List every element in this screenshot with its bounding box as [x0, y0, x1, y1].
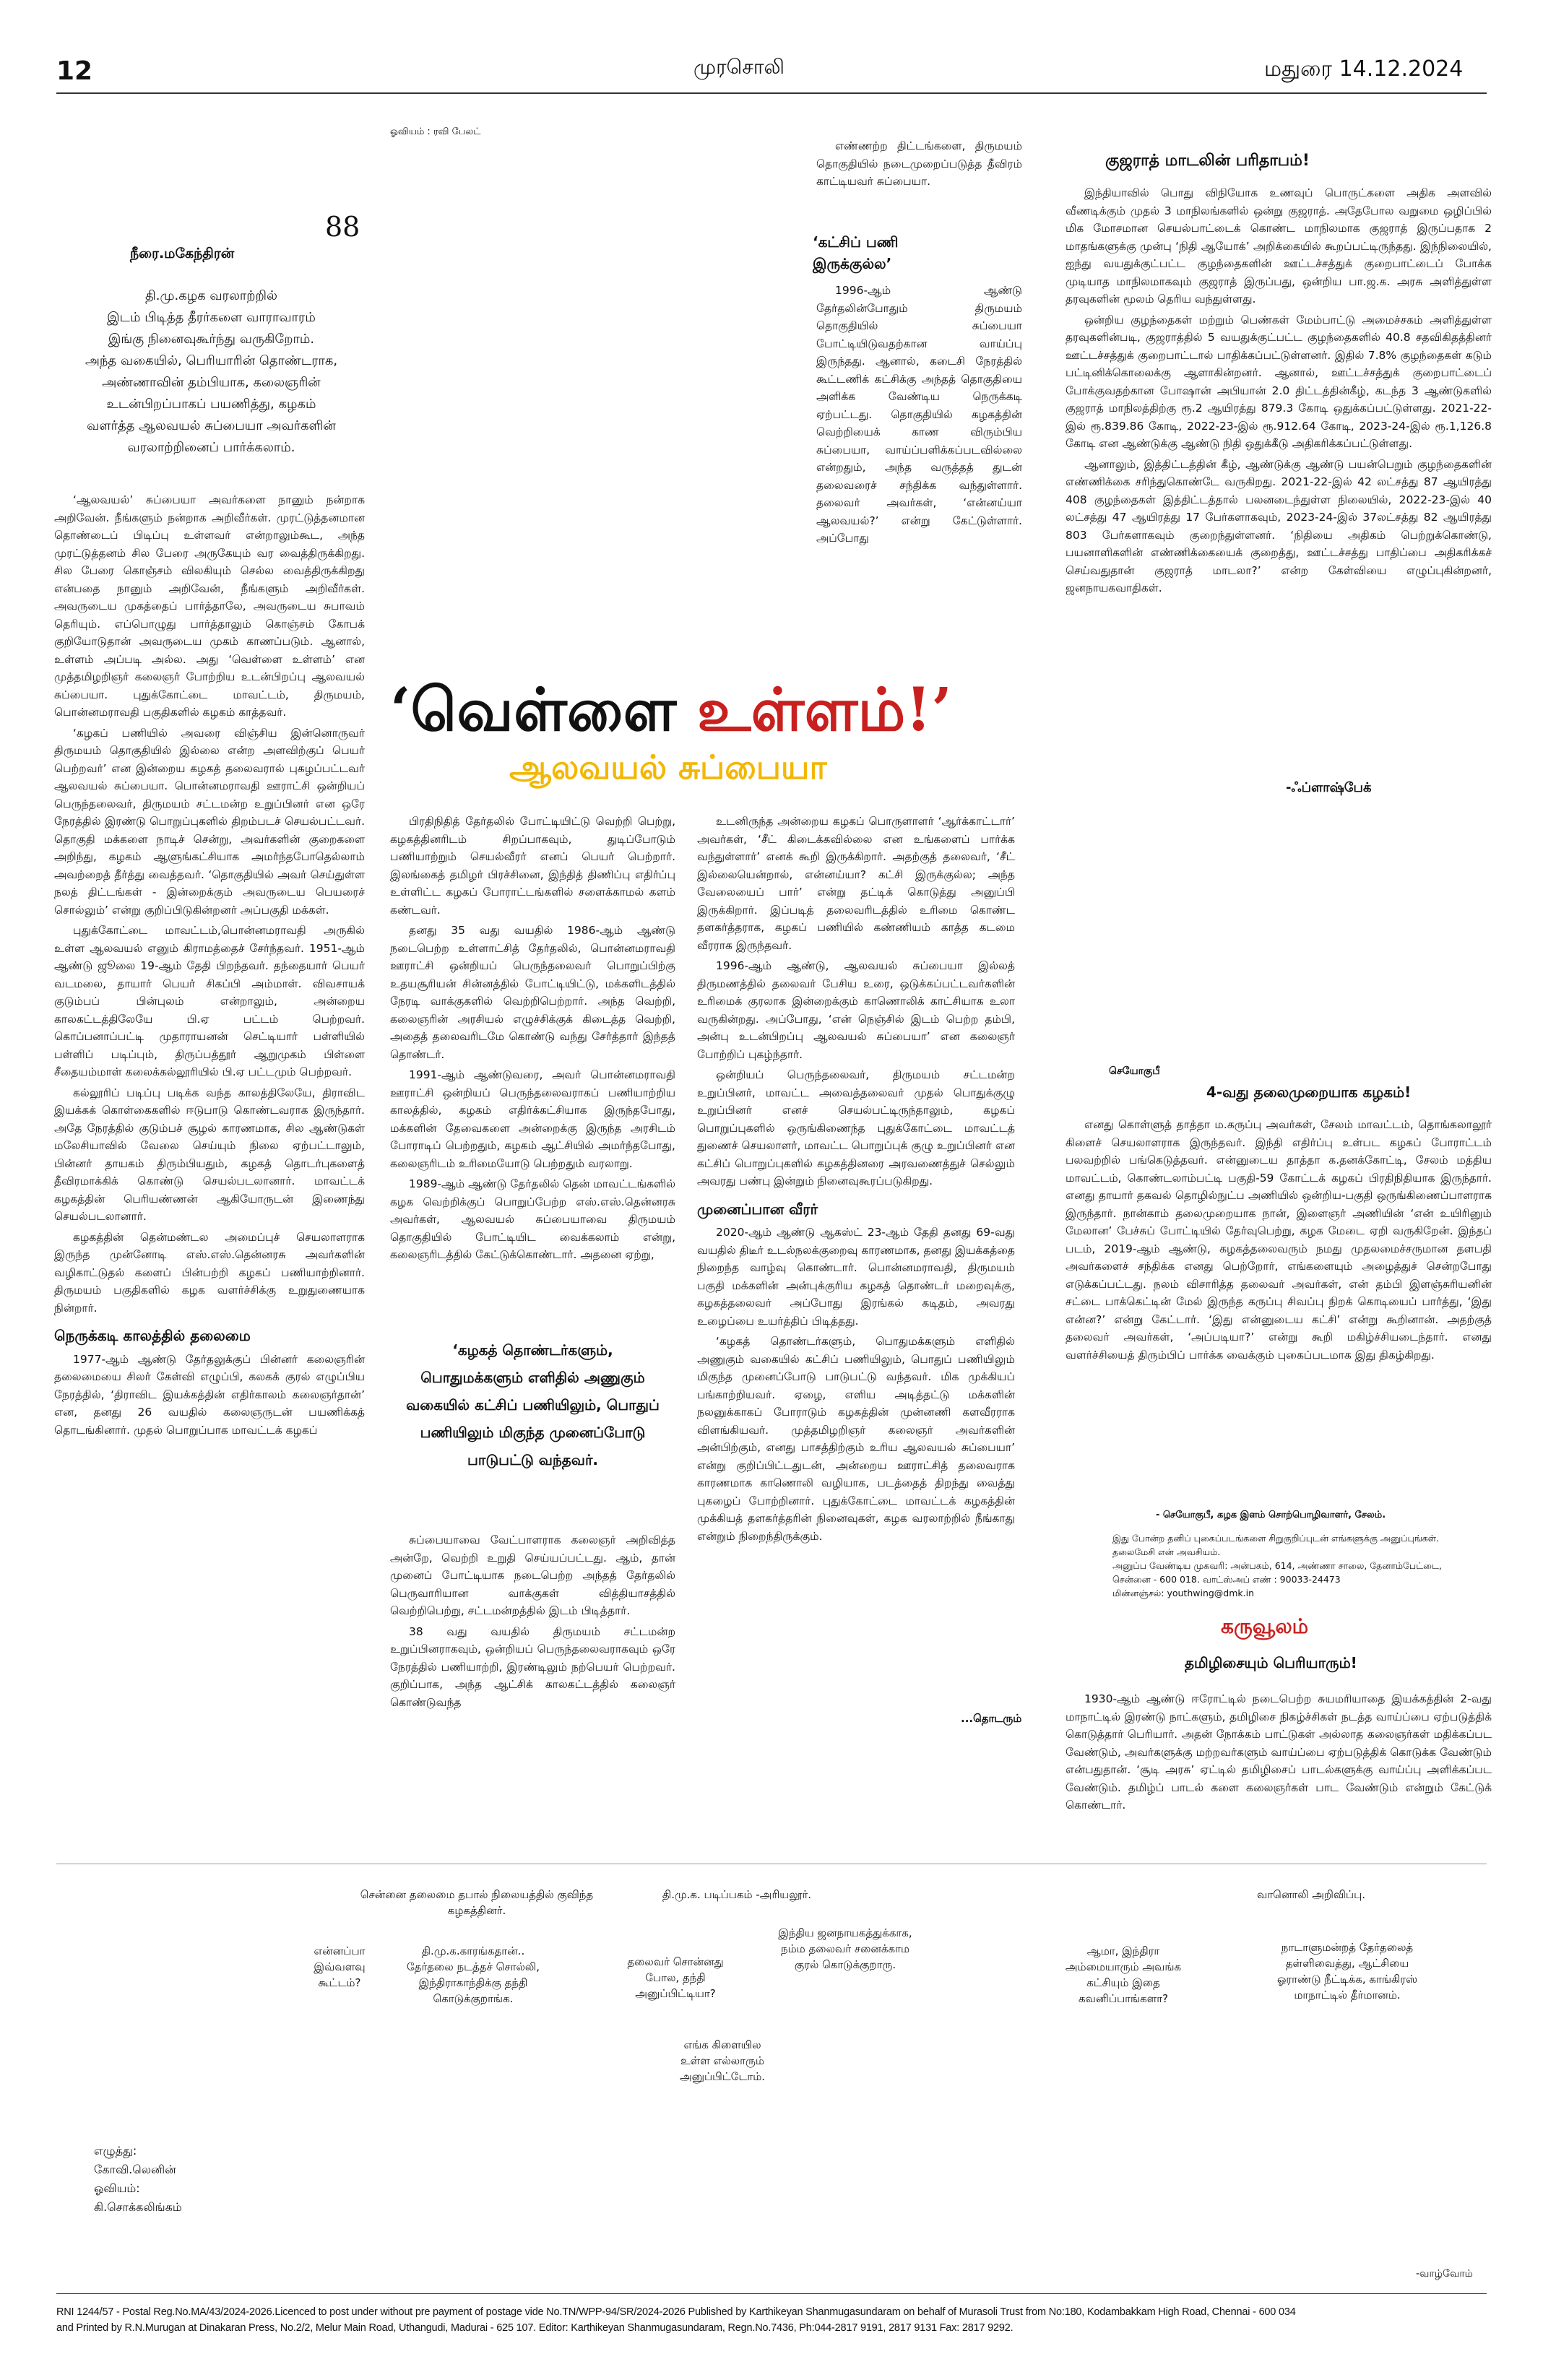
intro-line: இடம் பிடித்த தீரர்களை வாராவாரம் — [107, 310, 316, 325]
leader-name-tag: செயோகுபீ — [1109, 1065, 1160, 1077]
pull-quote-line: ‘கழகத் தொண்டர்களும், — [452, 1341, 613, 1359]
speech-bubble: ஆமா, இந்திரா அம்மையாரும் அவங்க கட்சியும் இதை கவனிப்பாங்களா? — [1065, 1944, 1182, 2005]
intro-line: வரலாற்றினைப் பார்க்கலாம். — [127, 440, 295, 455]
footer-rule — [56, 2293, 1487, 2294]
karuvulam-body — [1066, 1690, 1492, 1831]
headline-part1: ‘வெள்ளை — [390, 675, 697, 745]
series-number: 88 — [325, 211, 360, 243]
gujarat-title: குஜராத் மாடலின் பரிதாபம்! — [1105, 152, 1310, 170]
credit-line: ஓவியம்: — [94, 2181, 140, 2195]
paragraph: உடனிருந்த அன்றைய கழகப் பொருளாளர் ‘ஆர்க்காட்டார்’ அவர்கள், ‘சீட் கிடைக்கவில்லை என உங்களைப் பார்க்க வந்துள்ளார்’ எனக் கூறி இருக்கிறார். அதற்குத் தலைவர், ‘சீட் இல்லையென்றால், என்னய்யா? கட்சி இருக்குல்ல; அந்த வேலையைப் பார்’ என்று தட்டிக் கொடுத்து அனுப்பி இருக்கிறார். இப்படித் தலைவரிடத்தில் உரிமை கொண்ட தளகர்த்தராக, கழகப் பணியில் கண்ணியம் காத்த கடமை வீரராக இருந்தவர். — [697, 815, 1015, 952]
article-col2a-cont — [816, 282, 1022, 675]
paragraph: ஒன்றிய குழந்தைகள் மற்றும் பெண்கள் மேம்பாட்டு அமைச்சகம் அளித்துள்ள தரவுகளின்படி, குஜராத்தில் 5 வயதுக்குட்பட்ட குழந்தைகளில் 40.8 சதவிகிதத்தினர் ஊட்டச்சத்துக் குறைபாட்டால் பாதிக்கப்பட்டுள்ளனர். இதில் 7.8% குழந்தைகள் கடும் பட்டினிக்கொலைக்கு ஆளாகின்றனர். ஆனால், ஊட்டச்சத்துக் குறைபாட்டைப் போக்குவதற்கான போஷான் அபியான் 2.0 திட்டத்தின்கீழ், கடந்த 3 ஆண்டுகளில் குஜராத் மாநிலத்திற்கு ரூ.2 ஆயிரத்து 879.3 கோடி ஒதுக்கப்பட்டுள்ளது. 2021-22-இல் ரூ.839.86 கோடி, 2022-23-இல் ரூ.912.64 கோடி, 2023-24-இல் ரூ.1,126.8 கோடி என ஆண்டுக்கு ஆண்டு நிதி ஒதுக்கீடு அதிகரிக்கப்பட்டுள்ளது. — [1066, 313, 1492, 450]
cartoon-continues: -வாழ்வோம் — [1416, 2268, 1473, 2280]
karuvulam-title: கருவூலம் — [1221, 1614, 1309, 1638]
cartoon-caption: தி.மு.க. படிப்பகம் -அரியலூர். — [662, 1888, 812, 1901]
edition-date: மதுரை 14.12.2024 — [1264, 56, 1464, 82]
masthead: முரசொலி — [693, 55, 785, 79]
paragraph: 1977-ஆம் ஆண்டு தேர்தலுக்குப் பின்னர் கலைஞரின் தலைமையை சிலர் கேள்வி எழுப்பி, கலகக் குரல் எழுப்பிய நேரத்தில், ‘திராவிட இயக்கத்தின் எதிர்காலம் கலைஞர்தான்’ என, தனது 26 வயதில் கலைஞருடன் பயணிக்கத் தொடங்கினார். முதல் பொறுப்பாக மாவட்டக் கழகப் — [54, 1352, 365, 1437]
speech-bubble: எங்க கிளையில உள்ள எல்லாரும் அனுப்பிட்டோம். — [679, 2038, 766, 2083]
headline-part2: உள்ளம்!’ — [696, 675, 952, 745]
subheadline: ஆலவயல் சுப்பையா — [509, 748, 827, 787]
author-name: நீரை.மகேந்திரன் — [130, 246, 235, 261]
paragraph: 1930-ஆம் ஆண்டு ஈரோட்டில் நடைபெற்ற சுயமரியாதை இயக்கத்தின் 2-வது மாநாட்டில் இரண்டு நாட்களும், தமிழிசை நிகழ்ச்சிகள் நடத்த வாய்ப்பை ஏற்படுத்திக் கொடுத்தார் பெரியார். அதன் நோக்கம் பாட்டுகள் அல்லாத கலைஞர்கள் மதிக்கப்பட வேண்டும், அவர்களுக்கு மற்றவர்களும் வாய்ப்பை ஏற்படுத்திக் கொடுக்க வேண்டும் என்பதுதான். ‘சூடி அரசு’ ஏட்டில் தமிழிசைப் பாடல்களுக்கு வாய்ப்பு அளிக்கப்பட வேண்டும். தமிழ்ப் பாடல் களை கலைஞர்கள் பாட வேண்டும் என்றும் கேட்டுக் கொண்டார். — [1066, 1692, 1492, 1812]
pull-quote-line: பொதுமக்களும் எளிதில் அணுகும் — [420, 1369, 645, 1386]
paragraph: இந்தியாவில் பொது விநியோக உணவுப் பொருட்களை அதிக அளவில் வீணடிக்கும் முதல் 3 மாநிலங்களில் ஒன்று குஜராத். அதேபோல வறுமை ஒழிப்பில் மிக மோசமான செயல்பாட்டைக் கொண்ட மாநிலமாக குஜராத் இருப்பதாக 2 மாதங்களுக்கு முன்பு ‘நிதி ஆயோக்’ அறிக்கையில் கூறப்பட்டிருந்தது. இந்நிலையில், ஐந்து வயதுக்குட்பட்ட குழந்தைகளின் ஊட்டச்சத்துக் குறைபாட்டைப் போக்க முடியாத மாநிலமாகவும் குஜராத் இருப்பது, ஒன்றிய பா.ஜ.க. அரசு அளித்துள்ள தரவுகளின் மூலம் தெரிய வந்துள்ளது. — [1066, 186, 1492, 306]
paragraph: 38 வது வயதில் திருமயம் சட்டமன்ற உறுப்பினராகவும், ஒன்றியப் பெருந்தலைவராகவும் ஒரே நேரத்தில் பணியாற்றி, இரண்டிலும் நற்பெயர் பெற்றவர். குறிப்பாக, அந்த ஆட்சிக் காலகட்டத்தில் கலைஞர் கொண்டுவந்த — [390, 1624, 675, 1709]
contact-line: அனுப்ப வேண்டிய முகவரி: அன்பகம், 614, அண்ணா சாலை, தேனாம்பேட்டை, சென்னை - 600 018. வாட்ஸ்அப் எண் : 90033-24473 — [1112, 1560, 1442, 1585]
paragraph: தனது 35 வது வயதில் 1986-ஆம் ஆண்டு நடைபெற்ற உள்ளாட்சித் தேர்தலில், பொன்னமராவதி ஊராட்சி ஒன்றியப் பெருந்தலைவர் பொறுப்பிற்கு உதயசூரியன் சின்னத்தில் போட்டியிட்டு, மக்களிடத்தில் நேரடி வாக்குகளில் வெற்றிபெற்றார். அந்த வெற்றி, கலைஞரின் அரசியல் எழுச்சிக்குக் கிடைத்த வெற்றி, அதைத் தலைவரிடமே கொண்டு வந்து சேர்த்தார் இந்தத் தொண்டர். — [390, 924, 675, 1061]
paragraph: ‘கழகத் தொண்டர்களும், பொதுமக்களும் எளிதில் அணுகும் வகையில் கட்சிப் பணியிலும், பொதுப் பணியிலும் மிகுந்த முனைப்போடு பாடுபட்டு வந்தவர். மிக முக்கியப் பங்காற்றியவர். ஏழை, எளிய அடித்தட்டு மக்களின் நலனுக்காகப் போராடும் கழகத்தின் முன்னணி களவீரராக விளங்கியவர். முத்தமிழறிஞர் கலைஞர் அவர்களின் அன்பிற்கும், எனது பாசத்திற்கும் உரிய ஆலவயல் சுப்பையா’ என்று குறிப்பிட்டதுடன், அன்றைய ஊராட்சித் தலைவராக காரணமாக காணொலி வழியாக, படத்தைத் திறந்து வைத்து புகழைப் போற்றினார். புதுக்கோட்டை மாவட்டக் கழகத்தின் முக்கியத் தளகர்த்தரின் நினைவுகள், கழக வரலாற்றில் நீங்காது என்றும் நிறைந்திருக்கும். — [697, 1335, 1015, 1543]
imprint-line: and Printed by R.N.Murugan at Dinakaran Press, No.2/2, Melur Main Road, Uthangudi, Madurai - 625 107. Editor: Karthikeyan Shanmugasundaram, Regn.No.7436, Ph:044-2817 9191, 2817 9131 Fax: 2817 9292. — [56, 2322, 1013, 2334]
leader-contact — [1112, 1531, 1474, 1600]
speech-bubble: தி.மு.க.காரங்கதான்.. தேர்தலை நடத்தச் சொல்லி, இந்திராகாந்திக்கு தந்தி கொடுக்குறாங்க. — [407, 1944, 540, 2005]
leader-body — [1066, 1116, 1492, 1502]
credit-line: எழுத்து: — [94, 2144, 137, 2158]
paragraph: ஆனாலும், இத்திட்டத்தின் கீழ், ஆண்டுக்கு ஆண்டு பயன்பெறும் குழந்தைகளின் எண்ணிக்கை சரிந்துகொண்டே வருகிறது. 2021-22-இல் 42 லட்சத்து 87 ஆயிரத்து 408 குழந்தைகள் இத்திட்டத்தால் பலனடைந்துள்ள நிலையில், 2022-23-இல் 40 லட்சத்து 47 ஆயிரத்து 17 பேர்களாகவும், 2023-24-இல் 37லட்சத்து 82 ஆயிரத்து 803 பேர்களாகவும் குறைந்துள்ளனர். ‘நிதியை அதிகம் பெற்றுக்கொண்டு, பயனாளிகளின் எண்ணிக்கையைக் குறைத்து, ஊட்டச்சத்து பாதிப்பை அதிகரிக்கச் செய்வதுதான் குஜராத் மாடலா?’ என்ற கேள்வியை எழுப்புகின்றனர், ஜனநாயகவாதிகள். — [1066, 457, 1492, 594]
imprint-line: RNI 1244/57 - Postal Reg.No.MA/43/2024-2026.Licenced to post under without pre payment of postage vide No.TN/WPP-94/SR/2024-2026 Published by Karthikeyan Shanmugasundaram on behalf of Murasoli Trust from No:180, Kodambakkam High Road, Chennai - 600 034 — [56, 2306, 1296, 2318]
intro-line: அண்ணாவின் தம்பியாக, கலைஞரின் — [102, 375, 321, 390]
cartoon-caption: வானொலி அறிவிப்பு. — [1256, 1888, 1366, 1901]
section-heading: முனைப்பான வீரர் — [697, 1200, 818, 1218]
paragraph: ‘கழகப் பணியில் அவரை விஞ்சிய இன்னொருவர் திருமயம் தொகுதியில் இல்லை என்ற அளவிற்குப் பெயர் பெற்றவர்’ என இன்றைய கழகத் தலைவரால் புகழப்பட்டவர் ஆலவயல் சுப்பையா. பொன்னமராவதி ஊராட்சி ஒன்றியப் பெருந்தலைவர், திருமயம் சட்டமன்ற உறுப்பினர் என ஒரே நேரத்தில் இரண்டு பொறுப்புகளில் திறம்படச் செயல்பட்டவர். தொகுதி மக்களை நாடிச் சென்று, அவர்களின் குறைகளை அறிந்து, கழகம் ஆளுங்கட்சியாக அமர்ந்தபோதெல்லாம் அவற்றைத் தீர்த்து வைத்தவர். ‘தொகுதியில் அவர் செய்துள்ள நலத் திட்டங்கள் - இன்றைக்கும் அவருடைய பெயரைச் சொல்லும்’ என்று குறிப்பிடுகின்றனர் அப்பகுதி மக்கள். — [54, 726, 365, 917]
intro-block — [58, 285, 365, 459]
continued-label: ...தொடரும் — [961, 1712, 1022, 1725]
cartoon-credits — [94, 2142, 182, 2217]
contact-line: இது போன்ற தனிப் புகைப்படங்களை சிறுகுறிப்புடன் எங்களுக்கு அனுப்புங்கள். தலைமேசி என் அவசியம். — [1112, 1533, 1440, 1557]
paragraph: புதுக்கோட்டை மாவட்டம்,பொன்னமராவதி அருகில் உள்ள ஆலவயல் எனும் கிராமத்தைச் சேர்ந்தவர். 1951-ஆம் ஆண்டு ஜூலை 19-ஆம் தேதி பிறந்தவர். தந்தையார் பெயர் வடமலை, தாயார் பெயர் சிகப்பி அம்மாள். விவசாயக் குடும்பப் பின்புலம் என்றாலும், அன்றைய காலகட்டத்திலேயே பி.ஏ பட்டம் பெற்றவர். கொப்பனாப்பட்டி முதாராயனன் செட்டியார் பள்ளியில் பள்ளிப் படிப்பும், திருப்பத்தூர் ஆறுமுகம் பிள்ளை சீதையம்மாள் கலைக்கல்லூரியில் பி.ஏ பட்டமும் பெற்றவர். — [54, 924, 365, 1078]
pull-quote-line: பாடுபட்டு வந்தவர். — [467, 1451, 598, 1468]
speech-bubble: தலைவர் சொன்னது போல, தந்தி அனுப்பிட்டியா? — [627, 1955, 724, 2000]
pull-quote-line: வகையில் கட்சிப் பணியிலும், பொதுப் — [406, 1396, 660, 1414]
paragraph: 2020-ஆம் ஆண்டு ஆகஸ்ட் 23-ஆம் தேதி தனது 69-வது வயதில் திடீர் உடல்நலக்குறைவு காரணமாக, தனது இயக்கத்தை நிறைந்த வாழ்வு கொண்டார். பொன்னமராவதி, திருமயம் பகுதி மக்களின் அன்புக்குரிய கழகத் தொண்டர் மறைவுக்கு, கழகத்தலைவர் அப்போது இரங்கல் கடிதம், அவரது உழைப்பை உயர்த்திப் பிடித்தது. — [697, 1226, 1015, 1328]
pull-quote — [386, 1336, 679, 1474]
cartoon-caption: சென்னை தலைமை தபால் நிலையத்தில் குவிந்த கழகத்தினர். — [360, 1888, 594, 1917]
leader-signature: - செயோகுபீ, கழக இளம் சொற்பொழிவாளர், சேலம். — [1156, 1510, 1386, 1520]
imprint — [56, 2304, 1494, 2336]
speech-bubble: இந்திய ஜனநாயகத்துக்காக, நம்ம தலைவர் சனைக்காம குரல் கொடுக்குறாரு. — [778, 1926, 912, 1971]
heading-line: இருக்குல்ல’ — [813, 255, 892, 272]
page-number: 12 — [56, 56, 93, 86]
gujarat-body — [1066, 184, 1492, 766]
credit-line: கோவி.லெனின் — [94, 2163, 176, 2176]
paragraph: ஒன்றியப் பெருந்தலைவர், திருமயம் சட்டமன்ற உறுப்பினர், மாவட்ட அவைத்தலைவர் முதல் பொதுக்குழு உறுப்பினர் எனச் செயல்பட்டிருந்தாலும், கழகப் பொறுப்புகளில் ஒருங்கிணைந்த புதுக்கோட்டை மாவட்டத் துணைச் செயலாளர், மாவட்ட பொறுப்புக் குழு உறுப்பினர் என கட்சிப் பொறுப்புகளில் கழகத்தினரை அரவணைத்துச் செல்லும் அவரது பண்பு இன்றும் நினைவுகூரப்படுகிறது. — [697, 1068, 1015, 1187]
karuvulam-subtitle: தமிழிசையும் பெரியாரும்! — [1185, 1654, 1357, 1671]
paragraph: எனது கொள்ளுத் தாத்தா ம.கருப்பு அவர்கள், சேலம் மாவட்டம், தொங்கலாலூர் கிளைச் செயலாளராக இருந்தவர். இந்தி எதிர்ப்பு உள்பட கழகப் போராட்டம் பலவற்றில் பங்கெடுத்தவர். என்னுடைய தாத்தா க.தனக்கோட்டி, சேலம் மத்திய மாவட்டம், கொண்டலாம்பட்டி பகுதி-59 கோட்டக் கழகப் பிரதிநிதியாக இருந்தார். எனது தாயார் தகவல் தொழில்நுட்ப அணியில் ஒன்றிய-பகுதி ஒருங்கிணைப்பாளராக இருந்தார். நான்காம் தலைமுறையாக நான், இளைஞர் அணியின் ‘என் உயிரினும் மேலான’ பேச்சுப் போட்டியில் தேர்வுபெற்று, கழக மேடை ஏறி வருகிறேன். இந்தப் படம், 2019-ஆம் ஆண்டு, கழகத்தலைவரும் நமது முதலமைச்சருமான தளபதி அவர்களைச் சந்திக்க எனது பெற்றோர், எங்களையும் அழைத்துச் சென்றபோது எடுக்கப்பட்டது. நலம் விசாரித்த தலைவர் அவர்கள், என் தம்பி இளஞ்சுரியனின் சட்டை பாக்கெட்டின் மேல் இருந்த கருப்பு சிவப்பு நிறக் கொடியைப் பார்த்து, ‘இது என்ன?’ என்று கேட்டார். ‘இது என்னுடைய கட்சி’ என்று கூறினான். அதற்குத் தலைவர் அவர்கள், ‘அப்படியா?’ என்று கூறி மகிழ்ச்சியடைந்தார். எனது வளர்ச்சியைத் திரும்பிப் பார்க்க வைக்கும் புகைப்படமாக இது திகழ்கிறது. — [1066, 1118, 1492, 1362]
article-col1 — [54, 491, 365, 1611]
paragraph: 1991-ஆம் ஆண்டுவரை, அவர் பொன்னமராவதி ஊராட்சி ஒன்றியப் பெருந்தலைவராகப் பணியாற்றிய காலத்தில், கழகம் எதிர்க்கட்சியாக இருந்தபோது, மக்களின் தேவைகளை அன்றைக்கு இருந்த அரசிடம் போராடிப் பெற்றதும், கழகம் ஆட்சியில் அமர்ந்தபோது, கலைஞரிடம் உரிமையோடு பெற்றதும் வரலாறு. — [390, 1068, 675, 1170]
article-col2c — [390, 1531, 675, 1712]
paragraph: எண்ணற்ற திட்டங்களை, திருமயம் தொகுதியில் நடைமுறைப்படுத்த தீவிரம் காட்டியவர் சுப்பையா. — [816, 139, 1022, 188]
section-heading-party-work — [813, 231, 898, 274]
article-col2b — [390, 813, 675, 1311]
article-col2a — [816, 137, 1022, 220]
paragraph: சுப்பையாவை வேட்பாளராக கலைஞர் அறிவித்த அன்றே, வெற்றி உறுதி செய்யப்பட்டது. ஆம், தான் முனைப் போட்டியாக நடைபெற்ற அந்தத் தேர்தலில் பெருவாரியான வாக்குகள் வித்தியாசத்தில் வெற்றிபெற்று, சட்டமன்றத்தில் இடம் பிடித்தார். — [390, 1533, 675, 1617]
intro-line: அந்த வகையில், பெரியாரின் தொண்டராக, — [85, 353, 338, 368]
header-rule — [56, 92, 1487, 94]
contact-line: மின்னஞ்சல்: youthwing@dmk.in — [1112, 1588, 1255, 1598]
heading-line: ‘கட்சிப் பணி — [813, 233, 899, 251]
intro-line: உடன்பிறப்பாகப் பயணித்து, கழகம் — [106, 397, 316, 412]
article-col3a — [697, 813, 1015, 1708]
speech-bubble: நாடாளுமன்றத் தேர்தலைத் தள்ளிவைத்து, ஆட்சியை ஓராண்டு நீட்டிக்க, காங்கிரஸ் மாநாட்டில் தீர்மானம். — [1276, 1941, 1418, 2002]
headline — [390, 675, 952, 753]
paragraph: கழகத்தின் தென்மண்டல அமைப்புச் செயலாளராக இருந்த முன்னோடி எஸ்.எஸ்.தென்னரசு அவர்களின் வழிகாட்டுதல் களைப் பின்பற்றி கழகப் பணியாற்றினார். திருமயம் பகுதிகளில் கழக வளர்ச்சிக்கு உறுதுணையாக நின்றார். — [54, 1230, 365, 1315]
intro-line: வளர்த்த ஆலவயல் சுப்பையா அவர்களின் — [87, 418, 336, 433]
speech-bubble: என்னப்பா இவ்வளவு கூட்டம்? — [314, 1944, 366, 1989]
intro-line: தி.மு.கழக வரலாற்றில் — [145, 288, 277, 303]
credit-line: கி.சொக்கலிங்கம் — [94, 2200, 182, 2214]
paragraph: 1989-ஆம் ஆண்டு தேர்தலில் தென் மாவட்டங்களில் கழக வெற்றிக்குப் பொறுப்பேற்ற எஸ்.எஸ்.தென்னரசு அவர்கள், ஆலவயல் சுப்பையாவை திருமயம் தொகுதியில் போட்டியிட வைக்கலாம் என்று, கலைஞரிடத்தில் கேட்டுக்கொண்டார். அதனை ஏற்று, — [390, 1177, 675, 1261]
illustration-credit: ஓவியம் : ரவி பேலட் — [390, 126, 481, 137]
section-heading: நெருக்கடி காலத்தில் தலைமை — [54, 1327, 251, 1344]
paragraph: 1996-ஆம் ஆண்டு, ஆலவயல் சுப்பையா இல்லத் திருமணத்தில் தலைவர் பேசிய உரை, ஒடுக்கப்பட்டவர்களின் உரிமைக் குரலாக இன்றைக்கும் காணொலிக் காட்சியாக உலா வருகின்றது. அப்போது, ‘என் நெஞ்சில் இடம் பெற்ற தம்பி, அன்பு உடன்பிறப்பு ஆலவயல் சுப்பையா’ என கலைஞர் போற்றிப் புகழ்ந்தார். — [697, 959, 1015, 1061]
intro-line: இங்கு நினைவுகூர்ந்து வருகிறோம். — [108, 332, 315, 347]
paragraph: பிரதிநிதித் தேர்தலில் போட்டியிட்டு வெற்றி பெற்று, கழகத்தினரிடம் சிறப்பாகவும், துடிப்போடும் பணியாற்றும் செயல்வீரர் எனப் பெயர் பெற்றார். இலங்கைத் தமிழர் பிரச்சினை, இந்தித் திணிப்பு எதிர்ப்பு உள்ளிட்ட கழகப் போராட்டங்களில் சளைக்காமல் களம் கண்டவர். — [390, 815, 675, 917]
leader-title: 4-வது தலைமுறையாக கழகம்! — [1206, 1083, 1412, 1101]
pull-quote-line: பணியிலும் மிகுந்த முனைப்போடு — [420, 1424, 646, 1441]
gujarat-byline: -ஃப்ளாஷ்பேக் — [1286, 780, 1372, 795]
paragraph: கல்லூரிப் படிப்பு படிக்க வந்த காலத்திலேயே, திராவிட இயக்கக் கொள்கைகளில் ஈடுபாடு கொண்டவராக இருந்தார். அதே நேரத்தில் குடும்பச் சூழல் காரணமாக, சில ஆண்டுகள் மலேசியாவில் வேலை செய்யும் நிலை ஏற்பட்டாலும், பின்னர் தாயகம் திரும்பியதும், கழகத் தொடர்புகளைத் தீவிரமாக்கிக் கொண்டு செயல்படலானார். மாவட்டக் கழகத்தின் பெரியண்ணன் ஆகியோருடன் இணைந்து செயல்படலானார். — [54, 1086, 365, 1223]
paragraph: ‘ஆலவயல்’ சுப்பையா அவர்களை நானும் நன்றாக அறிவேன். நீங்களும் நன்றாக அறிவீர்கள். முரட்டுத்தனமான தொண்டைப் பிடிப்பு உள்ளவர் என்றாலும்கூட, அந்த முரட்டுத்தனம் சில பேரை அருகேயும் வர வைத்திருக்கிறது. சில பேரை கொஞ்சம் விலகியும் செல்ல வைத்திருக்கிறது என்பதை நானும் அறிவேன், நீங்களும் அறிவீர்கள். அவருடைய முகத்தைப் பார்த்தாலே, அவருடைய சுபாவம் தெரியும். எப்பொழுது பார்த்தாலும் கொஞ்சம் கோபக் குறியோடுதான் அவருடைய முகம் காணப்படும். ஆனால், உள்ளம் அப்படி அல்ல. அது ‘வெள்ளை உள்ளம்’ என முத்தமிழறிஞர் கலைஞர் போற்றிய உடன்பிறப்பு ஆலவயல் சுப்பையா. புதுக்கோட்டை மாவட்டம், திருமயம், பொன்னமராவதி பகுதிகளில் கழகம் காத்தவர். — [54, 493, 365, 719]
paragraph: 1996-ஆம் ஆண்டு தேர்தலின்போதும் திருமயம் தொகுதியில் சுப்பையா போட்டியிடுவதற்கான வாய்ப்பு இருந்தது. ஆனால், கடைசி நேரத்தில் கூட்டணிக் கட்சிக்கு அந்தத் தொகுதியை அளிக்க வேண்டிய நெருக்கடி ஏற்பட்டது. தொகுதியில் கழகத்தின் வெற்றியைக் காண விரும்பிய சுப்பையா, வாய்ப்பளிக்கப்படவில்லை என்றதும், அந்த வருத்தத் துடன் தலைவரைச் சந்திக்க வந்துள்ளார். தலைவர் அவர்கள், ‘என்னய்யா ஆலவயல்?’ என்று கேட்டுள்ளார். அப்போது — [816, 284, 1022, 545]
